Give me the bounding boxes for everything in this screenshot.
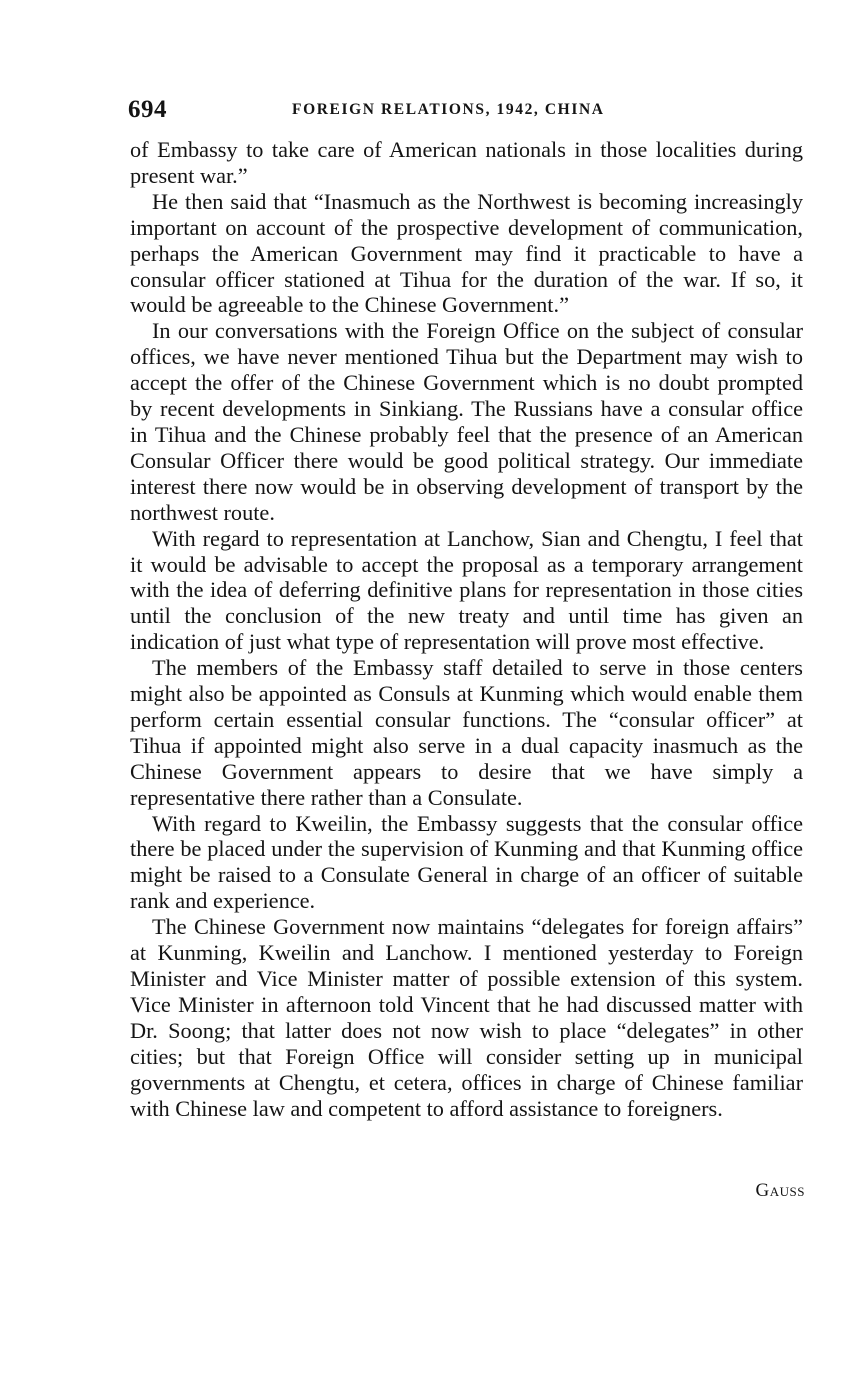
running-title: FOREIGN RELATIONS, 1942, CHINA [292,101,605,118]
signature: Gauss [755,1180,805,1201]
paragraph-northwest-consular-suggestion: He then said that “Inasmuch as the Northwest is becoming increasingly important on account of the prospective development of communication, perhaps the American Government may find it practicable to have a consular officer stationed at Tihua for the duration of the war. If so, it would be agreeable to the Chinese Government.” [130,188,803,318]
document-body [130,137,803,1121]
paragraph-kweilin-supervision: With regard to Kweilin, the Embassy suggests that the consular office there be placed under the supervision of Kunming and that Kunming office might be raised to a Consulate General in charge of an officer of suitable rank and experience. [130,810,803,914]
paragraph-tihua-consular-office: In our conversations with the Foreign Office on the subject of consular offices, we have never mentioned Tihua but the Department may wish to accept the offer of the Chinese Government which is no doubt prompted by recent developments in Sinkiang. The Russians have a consular office in Tihua and the Chinese probably feel that the presence of an American Consular Officer there would be good political strategy. Our immediate interest there now would be in observing development of transport by the northwest route. [130,318,803,525]
paragraph-continuation: of Embassy to take care of American nationals in those localities during present war.” [130,137,803,188]
paragraph-delegates-foreign-affairs: The Chinese Government now maintains “delegates for foreign affairs” at Kunming, Kweilin and Lanchow. I mentioned yesterday to Foreign Minister and Vice Minister matter of possible extension of this system. Vice Minister in afternoon told Vincent that he had discussed matter with Dr. Soong; that latter does not now wish to place “delegates” in other cities; but that Foreign Office will consider setting up in municipal governments at Chengtu, et cetera, offices in charge of Chinese familiar with Chinese law and competent to afford assistance to foreigners. [130,914,803,1121]
paragraph-embassy-staff-consuls: The members of the Embassy staff detailed to serve in those centers might also be appointed as Consuls at Kunming which would enable them perform certain essential consular functions. The “consular officer” at Tihua if appointed might also serve in a dual capacity inasmuch as the Chinese Government appears to desire that we have simply a representative there rather than a Consulate. [130,655,803,810]
page-number: 694 [128,96,167,123]
page-header [128,96,803,126]
paragraph-lanchow-sian-chengtu: With regard to representation at Lanchow, Sian and Chengtu, I feel that it would be advisable to accept the proposal as a temporary arrangement with the idea of deferring definitive plans for representation in those cities until the conclusion of the new treaty and until time has given an indication of just what type of representation will prove most effective. [130,525,803,655]
